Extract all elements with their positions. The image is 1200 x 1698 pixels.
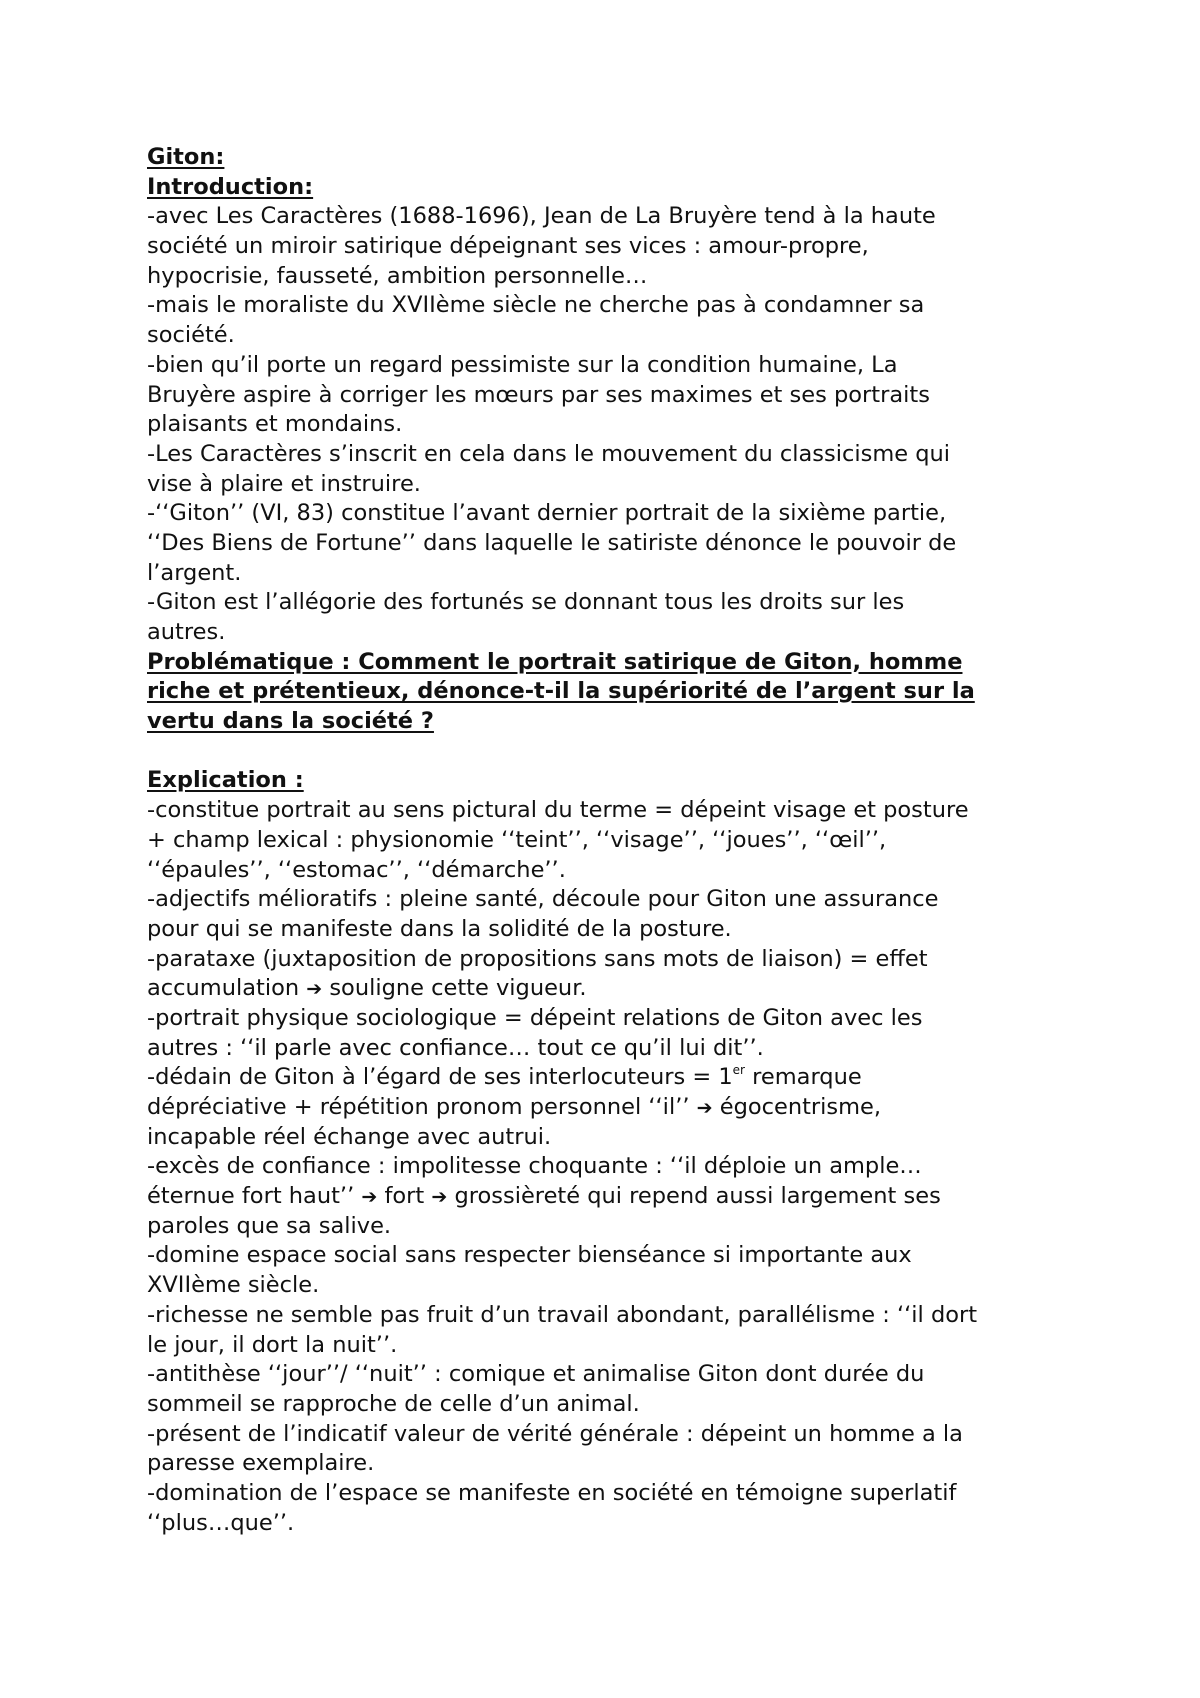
text-segment: égocentrisme,	[712, 1094, 882, 1120]
text-line: hypocrisie, fausseté, ambition personnelle…	[147, 262, 648, 289]
text-line: plaisants et mondains.	[147, 411, 403, 438]
text-line	[147, 1182, 1067, 1212]
text-line: Bruyère aspire à corriger les mœurs par ses maximes et ses portraits	[147, 381, 930, 408]
text-segment: -dédain de Giton à l’égard de ses interlocuteurs = 1	[147, 1064, 733, 1091]
text-segment: remarque	[744, 1064, 862, 1091]
text-line: autres : ‘‘il parle avec confiance… tout ce qu’il lui dit’’.	[147, 1034, 764, 1061]
arrow-icon: ➔	[696, 1097, 713, 1119]
text-line: le jour, il dort la nuit’’.	[147, 1331, 398, 1358]
text-line: paroles que sa salive.	[147, 1212, 392, 1239]
problematique-line: Problématique : Comment le portrait satirique de Giton, homme	[147, 648, 963, 675]
arrow-icon: ➔	[431, 1186, 448, 1209]
text-segment: dépréciative + répétition pronom personnel ‘‘il’’	[147, 1094, 690, 1120]
text-line: -richesse ne semble pas fruit d’un travail abondant, parallélisme : ‘‘il dort	[147, 1301, 978, 1328]
text-line: -domination de l’espace se manifeste en société en témoigne superlatif	[147, 1479, 957, 1506]
text-line: -présent de l’indicatif valeur de vérité générale : dépeint un homme a la	[147, 1420, 963, 1447]
text-line: -avec Les Caractères (1688-1696), Jean de La Bruyère tend à la haute	[147, 203, 936, 230]
text-segment: souligne cette vigueur.	[322, 975, 587, 1002]
text-segment: grossièreté qui repend aussi largement ses	[447, 1183, 941, 1210]
text-line	[147, 1063, 1067, 1093]
text-line: + champ lexical : physionomie ‘‘teint’’, ‘‘visage’’, ‘‘joues’’, ‘‘œil’’,	[147, 826, 887, 853]
problematique-line: riche et prétentieux, dénonce-t-il la supériorité de l’argent sur la	[147, 678, 975, 705]
explication-heading: Explication :	[147, 767, 304, 794]
text-line: -Giton est l’allégorie des fortunés se donnant tous les droits sur les	[147, 589, 905, 616]
text-segment: éternue fort haut’’	[147, 1183, 362, 1210]
text-line: ‘‘Des Biens de Fortune’’ dans laquelle le satiriste dénonce le pouvoir de	[147, 529, 957, 556]
arrow-icon: ➔	[306, 978, 323, 1001]
text-line: paresse exemplaire.	[147, 1450, 375, 1477]
text-line: -mais le moraliste du XVIIème siècle ne cherche pas à condamner sa	[147, 292, 925, 319]
blank-line	[147, 737, 1067, 767]
text-line: société.	[147, 322, 235, 349]
text-line: l’argent.	[147, 559, 242, 586]
text-line: ‘‘épaules’’, ‘‘estomac’’, ‘‘démarche’’.	[147, 856, 566, 883]
text-line: autres.	[147, 619, 226, 645]
text-line: vise à plaire et instruire.	[147, 470, 421, 497]
text-line: -portrait physique sociologique = dépeint relations de Giton avec les	[147, 1004, 923, 1031]
text-line: incapable réel échange avec autrui.	[147, 1123, 552, 1150]
text-line: -parataxe (juxtaposition de propositions sans mots de liaison) = effet	[147, 945, 928, 972]
text-line: -excès de confiance : impolitesse choquante : ‘‘il déploie un ample…	[147, 1153, 922, 1180]
text-segment: fort	[377, 1183, 432, 1210]
text-line: ‘‘plus…que’’.	[147, 1509, 295, 1536]
introduction-heading: Introduction:	[147, 173, 314, 200]
text-line: -Les Caractères s’inscrit en cela dans le mouvement du classicisme qui	[147, 440, 951, 467]
text-segment: accumulation	[147, 975, 307, 1002]
text-line: -antithèse ‘‘jour’’/ ‘‘nuit’’ : comique et animalise Giton dont durée du	[147, 1361, 925, 1388]
text-line: -bien qu’il porte un regard pessimiste sur la condition humaine, La	[147, 351, 898, 378]
text-line: -constitue portrait au sens pictural du terme = dépeint visage et posture	[147, 797, 969, 824]
text-line: société un miroir satirique dépeignant ses vices : amour-propre,	[147, 233, 869, 260]
text-line: XVIIème siècle.	[147, 1272, 320, 1299]
text-line: -adjectifs mélioratifs : pleine santé, découle pour Giton une assurance	[147, 886, 939, 913]
text-line: pour qui se manifeste dans la solidité de la posture.	[147, 915, 732, 942]
arrow-icon: ➔	[361, 1186, 378, 1209]
text-line: sommeil se rapproche de celle d’un animal.	[147, 1390, 640, 1417]
problematique-line: vertu dans la société ?	[147, 708, 434, 735]
superscript: er	[732, 1063, 745, 1078]
document-page	[147, 143, 1067, 1538]
text-line: -domine espace social sans respecter bienséance si importante aux	[147, 1242, 912, 1269]
text-line: -‘‘Giton’’ (VI, 83) constitue l’avant dernier portrait de la sixième partie,	[147, 500, 947, 527]
text-line	[147, 1093, 1067, 1123]
document-title: Giton:	[147, 144, 225, 170]
text-line	[147, 974, 1067, 1004]
